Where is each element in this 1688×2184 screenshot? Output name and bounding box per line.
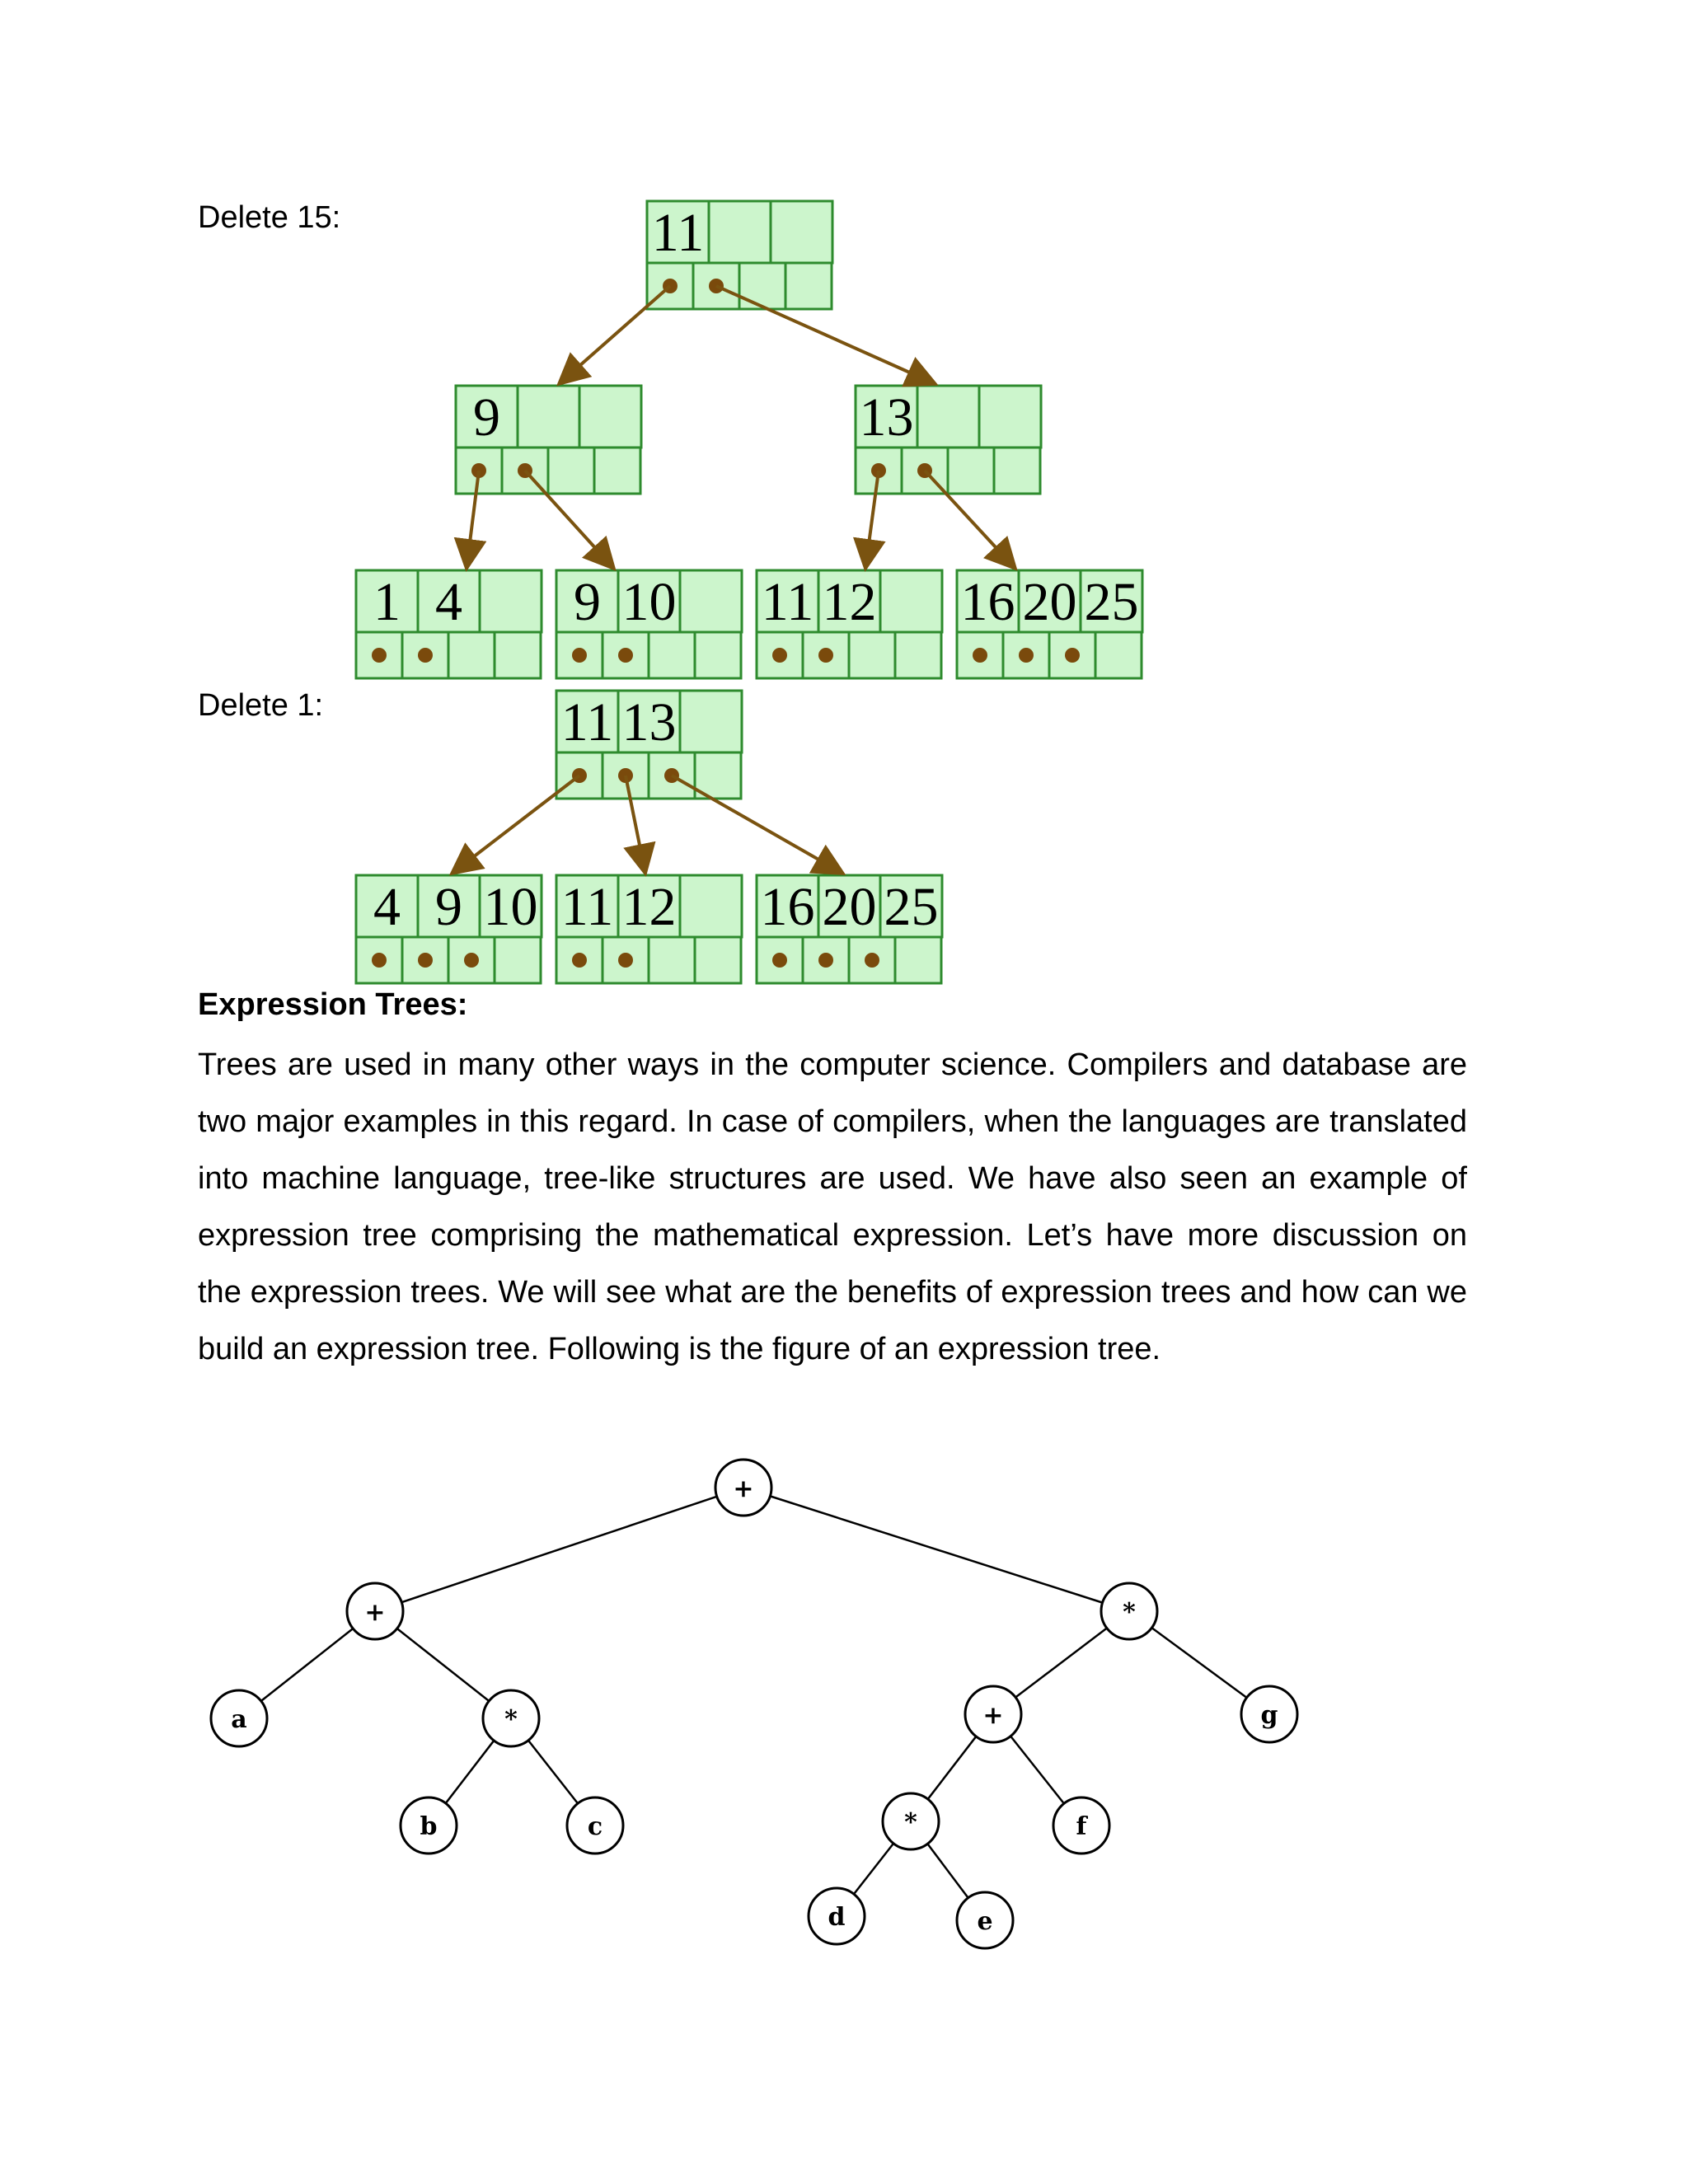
pointer-dot	[372, 953, 387, 968]
pointer-dot	[372, 648, 387, 663]
pointer-dot	[572, 953, 587, 968]
node-key: 10	[621, 572, 677, 632]
node-key: 4	[435, 572, 462, 632]
expression-node-lc	[567, 1797, 623, 1854]
body-paragraph: Trees are used in many other ways in the computer science. Compilers and database are two major examples in this regard. In case of compilers, when the languages are translated into machine language, tree-like structures are used. We have also seen an example of expression tree comprising the mathematical expression. Let’s have more discussion on the expression trees. We will see what are the benefits of expression trees and how can we build an expression tree. Following is the figure of an expression tree.	[198, 1047, 1467, 1366]
pointer-dot	[1019, 648, 1034, 663]
pointer-dot	[618, 953, 633, 968]
pointer-arrow	[452, 776, 579, 874]
btree1-root-node	[647, 201, 832, 309]
tree-edge	[528, 1741, 578, 1804]
delete-15-label: Delete 15:	[198, 200, 341, 235]
tree-edge	[1151, 1628, 1246, 1698]
btree2-leaf-node	[757, 875, 942, 983]
expression-node-label: *	[1123, 1598, 1136, 1627]
expression-node-label: e	[977, 1907, 993, 1936]
tree-edge	[401, 1497, 717, 1602]
pointer-dot	[418, 648, 433, 663]
btree1-internal-node	[856, 386, 1041, 494]
pointer-dot	[418, 953, 433, 968]
expression-node-rm	[883, 1793, 939, 1849]
tree-edge	[1015, 1629, 1107, 1698]
btree1-leaf-node	[757, 570, 942, 678]
node-key: 4	[373, 877, 401, 937]
expression-node-label: c	[587, 1812, 603, 1841]
tree-edge	[1010, 1736, 1064, 1804]
pointer-arrow	[559, 286, 670, 384]
node-key: 11	[560, 877, 614, 937]
btree2-leaf-node	[356, 875, 542, 983]
node-key: 12	[822, 572, 877, 632]
tree-edge	[446, 1741, 495, 1803]
pointer-dot	[464, 953, 479, 968]
section-heading: Expression Trees:	[198, 987, 468, 1022]
tree-edge	[397, 1629, 490, 1701]
expression-node-rp	[965, 1686, 1021, 1742]
btree1-leaf-node	[556, 570, 742, 678]
btree2-root-node	[556, 691, 742, 799]
node-key: 16	[760, 877, 815, 937]
node-key: 13	[859, 387, 914, 448]
expression-node-l	[347, 1583, 403, 1639]
tree-edge	[770, 1496, 1102, 1602]
expression-node-r	[1101, 1583, 1157, 1639]
pointer-dot	[1065, 648, 1080, 663]
node-key: 9	[574, 572, 601, 632]
expression-node-rd	[809, 1888, 865, 1944]
tree-edge	[927, 1844, 968, 1898]
node-key: 25	[884, 877, 939, 937]
node-key: 25	[1084, 572, 1139, 632]
expression-node-rf	[1053, 1797, 1109, 1854]
delete-1-label: Delete 1:	[198, 688, 324, 723]
pointer-dot	[818, 648, 833, 663]
node-key: 9	[435, 877, 462, 937]
expression-node-label: *	[904, 1808, 917, 1837]
node-key: 12	[621, 877, 677, 937]
node-key: 10	[483, 877, 538, 937]
expression-node-label: *	[504, 1705, 518, 1734]
node-key: 20	[1022, 572, 1077, 632]
pointer-arrow	[672, 776, 843, 874]
expression-node-lb	[401, 1797, 457, 1854]
expression-node-label: f	[1076, 1812, 1087, 1841]
tree-edge	[261, 1629, 354, 1701]
expression-node-label: b	[420, 1812, 438, 1841]
expression-node-label: g	[1260, 1701, 1278, 1730]
node-key: 11	[560, 692, 614, 752]
node-key: 1	[373, 572, 401, 632]
btree1-leaf-node	[957, 570, 1142, 678]
node-key: 11	[651, 203, 705, 263]
expression-node-label: +	[364, 1598, 386, 1627]
expression-node-label: d	[828, 1903, 846, 1932]
expression-node-la	[211, 1690, 267, 1746]
node-key: 9	[473, 387, 500, 448]
node-key: 11	[761, 572, 814, 632]
expression-node-label: a	[231, 1705, 247, 1734]
pointer-dot	[973, 648, 987, 663]
pointer-dot	[572, 648, 587, 663]
btree1-leaf-node	[356, 570, 542, 678]
tree-edge	[854, 1844, 893, 1894]
btree2-leaf-node	[556, 875, 742, 983]
node-key: 16	[960, 572, 1015, 632]
pointer-dot	[818, 953, 833, 968]
node-key: 13	[621, 692, 677, 752]
expression-node-rg	[1241, 1686, 1297, 1742]
node-key: 20	[822, 877, 877, 937]
expression-node-root	[715, 1460, 771, 1516]
expression-node-lm	[483, 1690, 539, 1746]
expression-node-re	[957, 1892, 1013, 1948]
pointer-dot	[618, 648, 633, 663]
pointer-dot	[772, 953, 787, 968]
expression-node-label: +	[733, 1474, 754, 1503]
pointer-dot	[772, 648, 787, 663]
btree1-internal-node	[456, 386, 641, 494]
tree-edge	[928, 1736, 977, 1799]
pointer-dot	[865, 953, 879, 968]
expression-node-label: +	[982, 1701, 1004, 1730]
